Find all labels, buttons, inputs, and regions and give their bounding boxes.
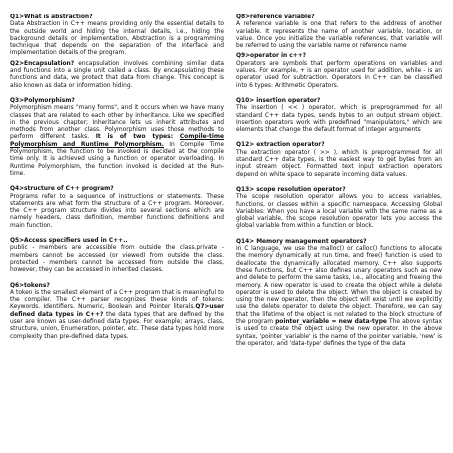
qa-block-q5 — [10, 238, 224, 274]
answer-span: The above syntax is used to create the object using the new operator. In the above syntax, 'pointer_variable' is the name of the pointer variable, 'new' is the operator, and 'data-type' defines the type of the data — [236, 318, 442, 347]
answer-bold-span: It is of two types: — [95, 134, 180, 141]
qa-block-q8 — [236, 14, 442, 50]
answer-text: public - members are accessible from outside the class.private - members cannot be accessed (or viewed) from outside the class. protected - members cannot be accessed from outside the class, however, they can be accessed in inherited classes. — [10, 245, 224, 274]
question-heading: Q12> extraction operator? — [236, 142, 325, 149]
answer-span: In Compile Time Polymorphism, the function to be invoked is decided at the compile time only. It is achieved using a function or operator overloading. In Runtime Polymorphism, the function invoked is decided at the Run-time. — [10, 141, 224, 177]
question-heading: Q13> scope resolution operator? — [236, 186, 346, 193]
answer-text: A reference variable is one that refers to the address of another variable. It represents the name of another variable, location, or value. Once you initialize the variable references, that variable will be referred to using the variable name or reference name — [236, 21, 442, 50]
qa-block-q14 — [236, 239, 442, 348]
answer-text: The insertion ( << ) operator, which is preprogrammed for all standard C++ data types, sends bytes to an output stream object. Insertion operators work with predefined "manipulators," which are elements that change the default format of integer arguments — [236, 105, 442, 134]
question-heading: Q5>Access specifiers used in C++.. — [10, 238, 128, 245]
qa-block-q6 — [10, 283, 224, 341]
qa-block-q1 — [10, 14, 224, 58]
answer-text — [236, 246, 442, 348]
answer-text: The scope resolution operator allows you to access variables, functions, or classes within a specific namespace. Accessing Global Variables: When you have a local variable with the same name as a global variable, the scope resolution operator lets you access the global variable from within a function or block. — [236, 194, 442, 230]
question-heading: Q9>operator in c++? — [236, 53, 307, 60]
question-heading: Q3>Polymorphism? — [10, 97, 75, 104]
answer-span: In C language, we use the malloc() or calloc() functions to allocate the memory dynamically at run time, and free() function is used to deallocate the dynamically allocated memory. C++ also supports these functions, but C++ also defines unary operators such as new and delete to perform the same tasks, i.e., allocating and freeing the memory. A new operator is used to create the object while a delete operator is used to delete the object. When the object is created by using the new operator, then the object will exist until we explicitly use the delete operator to delete the object. Therefore, we can say that the lifetime of the object is not related to the block structure of the program — [236, 246, 442, 325]
answer-span: encapsulation involves combining similar data and functions into a single unit called a class. By encapsulating these functions and data, we protect that data from change. This concept is also known as data or information hiding. — [10, 60, 224, 89]
answer-span: Polymorphism means "many forms", and it occurs when we have many classes that are related to each other by inheritance. Like we specified in the previous chapter; Inheritance lets us inherit attributes and methods from another class. Polymorphism uses those methods to perform different tasks. — [10, 105, 224, 141]
qa-block-q12 — [236, 142, 442, 178]
answer-text: Operators are symbols that perform operations on variables and values. For example, + is an operator used for addition, while - is an operator used for subtraction. Operators in C++ can be classified into 6 types: Arithmetic Operators. — [236, 60, 442, 89]
left-column — [10, 14, 224, 447]
question-heading: Q10> insertion operator? — [236, 97, 321, 104]
answer-text: Programs refer to a sequence of instructions or statements. These statements are what form the structure of a C++ program. Moreover, the C++ program structure divides into several sections which are namely headers, class definition, member functions definitions and main function. — [10, 193, 224, 229]
answer-text — [10, 105, 224, 178]
question-heading: Q2>Encapsulation? — [10, 60, 75, 67]
question-heading: Q14> Memory management operators? — [236, 238, 367, 245]
answer-text: The extraction operator ( >> ), which is preprogrammed for all standard C++ data types, is the easiest way to get bytes from an input stream object. Formatted text input extraction operators depend on white space to separate incoming data values. — [236, 149, 442, 178]
answer-underline-span: Compile-time Polymorphism and Runtime Polymorphism. — [10, 134, 224, 148]
qa-block-q3 — [10, 98, 224, 178]
qa-block-q9 — [236, 53, 442, 89]
answer-bold-span: pointer_variable = new data-type — [275, 318, 387, 325]
qa-block-q10 — [236, 98, 442, 134]
answer-text: Data Abstraction in C++ means providing only the essential details to the outside world and hiding the internal details, i.e., hiding the background details or implementation. Abstraction is a programming technique that depends on the separation of the interface and implementation details of the program. — [10, 21, 224, 57]
qa-block-q13 — [236, 187, 442, 231]
answer-text — [10, 61, 224, 90]
question-heading: Q4>structure of C++ program? — [10, 186, 114, 193]
question-heading: Q6>tokens? — [10, 282, 50, 289]
question-heading: Q1>What is abstraction? — [10, 14, 93, 20]
qa-block-q2 — [10, 61, 224, 90]
right-column — [236, 14, 442, 447]
answer-span: the data types that are defined by the user are known as user-defined data types. For example; arrays, class, structure, union, Enumeration, pointer, etc. These data types hold more complexity than pre-defined data types. — [10, 311, 224, 340]
answer-text — [10, 290, 224, 341]
question-heading-inline: Q7>user defined data types in C++? — [10, 304, 224, 318]
question-heading: Q8>reference variable? — [236, 14, 315, 20]
answer-span: A token is the smallest element of a C++ program that is meaningful to the compiler. The C++ parser recognizes these kinds of tokens: Keywords. Identifiers. Numeric, Boolean and Pointer literals. — [10, 289, 224, 311]
qa-block-q4 — [10, 186, 224, 230]
